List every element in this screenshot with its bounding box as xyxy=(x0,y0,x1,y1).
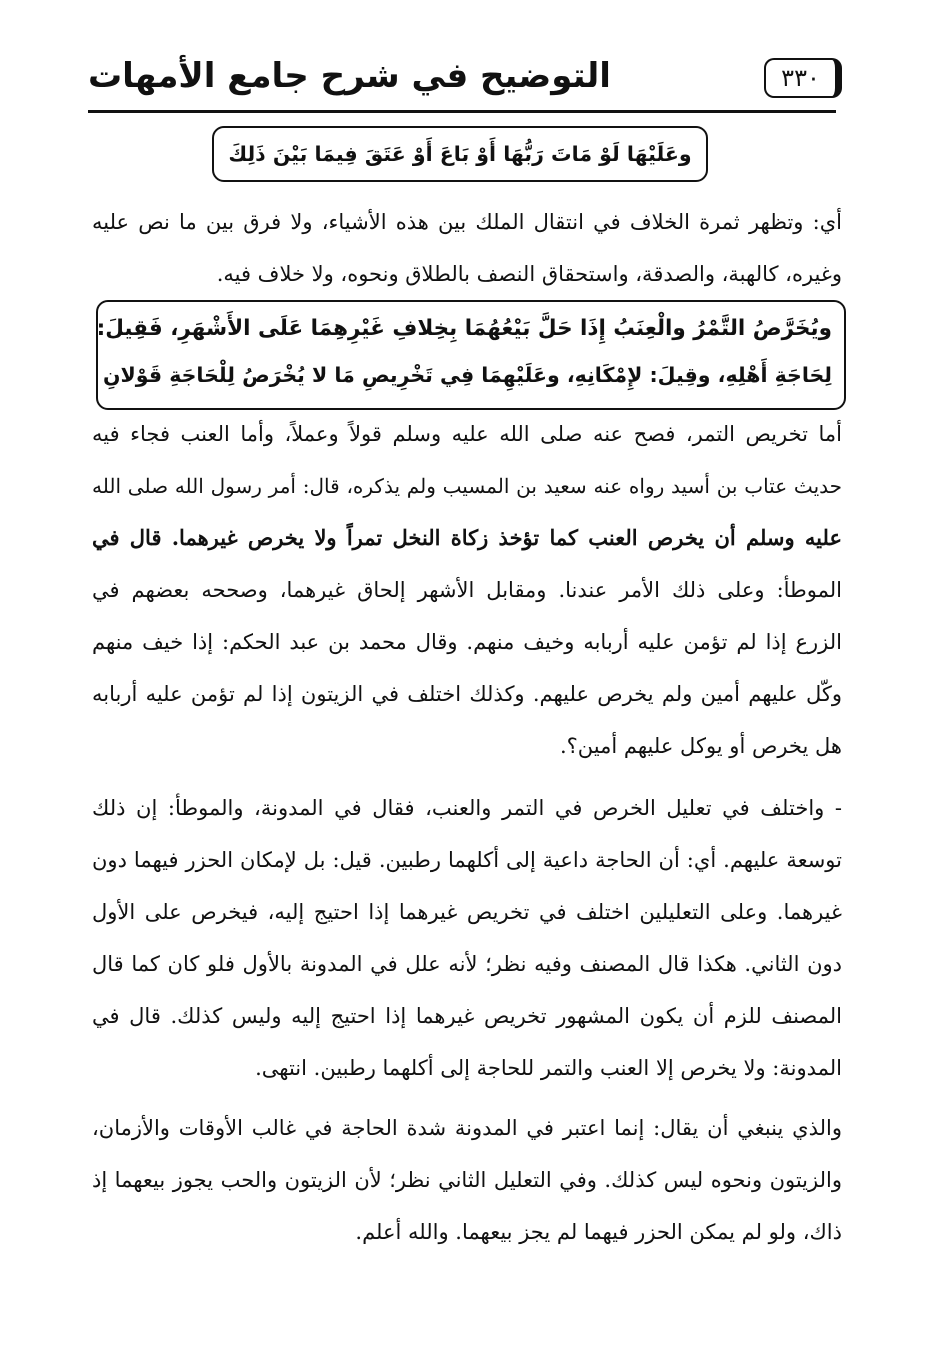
matn-line: ويُخَرَّصُ التَّمْرُ والْعِنَبُ إِذَا حَلَّ بَيْعُهُمَا بِخِلافِ غَيْرِهِمَا عَلَى الأَشْهَرِ، فَقِيلَ: xyxy=(96,316,832,341)
commentary-paragraph-3 xyxy=(92,782,842,1094)
text-line: الموطأ: وعلى ذلك الأمر عندنا. ومقابل الأشهر إلحاق غيرهما، وصححه بعضهم في xyxy=(92,578,842,602)
text-line: - واختلف في تعليل الخرص في التمر والعنب، فقال في المدونة، والموطأ: إن ذلك xyxy=(92,796,842,820)
text-line: وغيره، كالهبة، والصدقة، واستحقاق النصف بالطلاق ونحوه، ولا خلاف فيه. xyxy=(216,262,842,286)
page-header xyxy=(88,52,846,114)
text-line: دون الثاني. هكذا قال المصنف وفيه نظر؛ لأنه علل في المدونة بالأول فلو كان كما قال xyxy=(92,952,842,976)
running-title: التوضيح في شرح جامع الأمهات xyxy=(88,56,611,96)
text-line: والزيتون ونحوه ليس كذلك. وفي التعليل الثاني نظر؛ لأن الزيتون والحب يجوز بيعهما إذ xyxy=(92,1168,842,1192)
text-line: غيرهما. وعلى التعليلين اختلف في تخريص غيرهما إذا احتيج إليه، فيخرص على الأول xyxy=(92,900,842,924)
page-number: ٣٣٠ xyxy=(764,58,842,98)
matn-box-1: وعَلَيْهَا لَوْ مَاتَ رَبُّهَا أَوْ بَاعَ أَوْ عَتَقَ فِيمَا بَيْنَ ذَلِكَ xyxy=(212,126,708,182)
text-line: هل يخرص أو يوكل عليهم أمين؟. xyxy=(559,734,842,758)
text-line: وكّل عليهم أمين ولم يخرص عليهم. وكذلك اختلف في الزيتون إذا لم تؤمن عليه أربابه xyxy=(92,682,842,706)
text-line: المصنف للزم أن يكون المشهور تخريص غيرهما إذا احتيج إليه وليس كذلك. قال في xyxy=(92,1004,842,1028)
commentary-paragraph-1 xyxy=(92,196,842,300)
text-line: والذي ينبغي أن يقال: إنما اعتبر في المدونة شدة الحاجة في غالب الأوقات والأزمان، xyxy=(92,1116,842,1140)
matn-line: لِحَاجَةِ أَهْلِهِ، وقِيلَ: لإِمْكَانِهِ، وعَلَيْهِمَا فِي تَخْرِيصِ مَا لا يُخْرَصُ لِلْحَاجَةِ قَوْلانِ xyxy=(103,363,832,387)
matn-box-2 xyxy=(96,300,846,410)
commentary-paragraph-4 xyxy=(92,1102,842,1258)
text-line: أما تخريص التمر، فصح عنه صلى الله عليه وسلم قولاً وعملاً، وأما العنب فجاء فيه xyxy=(92,422,842,446)
header-rule xyxy=(88,110,836,113)
text-line: عليه وسلم أن يخرص العنب كما تؤخذ زكاة النخل تمراً ولا يخرص غيرهما. قال في xyxy=(92,525,842,550)
text-line: المدونة: ولا يخرص إلا العنب والتمر للحاجة إلى أكلهما رطبين. انتهى. xyxy=(255,1056,842,1080)
text-line: حديث عتاب بن أسيد رواه عنه سعيد بن المسيب ولم يذكره، قال: أمر رسول الله صلى الله xyxy=(92,474,842,498)
commentary-paragraph-2 xyxy=(92,408,842,772)
text-line: ذاك، ولو لم يمكن الحزر فيهما لم يجز بيعهما. والله أعلم. xyxy=(355,1220,842,1244)
text-line: الزرع إذا لم تؤمن عليه أربابه وخيف منهم. وقال محمد بن عبد الحكم: إذا خيف منهم xyxy=(92,630,842,654)
text-line: أي: وتظهر ثمرة الخلاف في انتقال الملك بين هذه الأشياء، ولا فرق بين ما نص عليه xyxy=(92,210,842,234)
text-line: توسعة عليهم. أي: أن الحاجة داعية إلى أكلهما رطبين. قيل: بل لإمكان الحزر فيهما دون xyxy=(92,848,842,872)
